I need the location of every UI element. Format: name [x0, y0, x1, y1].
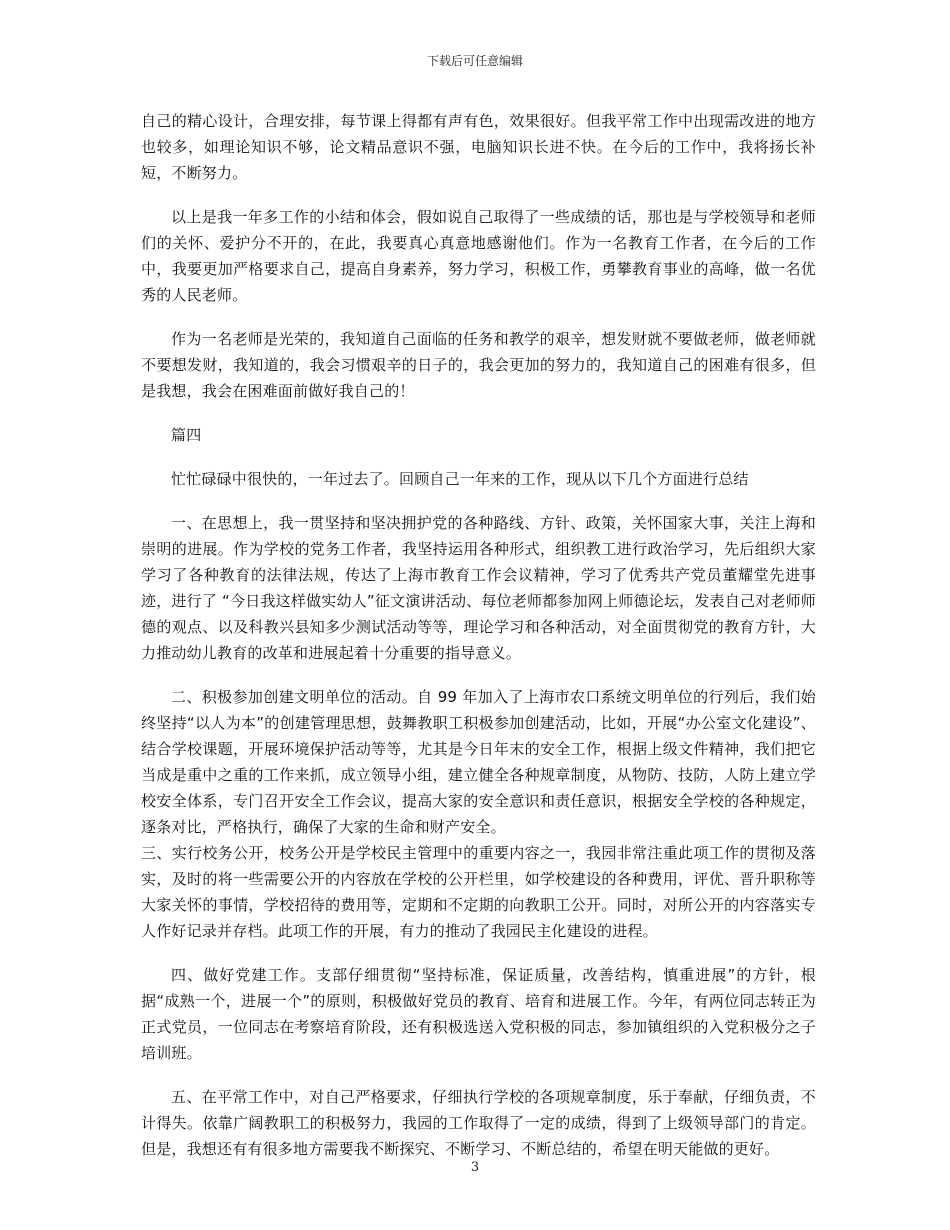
paragraph-summary: 以上是我一年多工作的小结和体会，假如说自己取得了一些成绩的话，那也是与学校领导和老师们的关怀、爱护分不开的，在此，我要真心真意地感谢他们。作为一名教育工作者，在今后的工作中，我要更加严格要求自己，提高自身素养，努力学习，积极工作，勇攀教育事业的高峰，做一名优秀的人民老师。 [141, 208, 816, 304]
paragraph-point-five: 五、在平常工作中，对自己严格要求，仔细执行学校的各项规章制度，乐于奉献，仔细负责，不计得失。依靠广阔教职工的积极努力，我园的工作取得了一定的成绩，得到了上级领导部门的肯定。但是，我想还有有很多地方需要我不断探究、不断学习、不断总结的，希望在明天能做的更好。 [141, 1088, 816, 1158]
page-header: 下载后可任意编辑 [426, 54, 523, 68]
paragraph-point-one: 一、在思想上，我一贯坚持和坚决拥护党的各种路线、方针、政策，关怀国家大事，关注上海和崇明的进展。作为学校的党务工作者，我坚持运用各种形式，组织教工进行政治学习，先后组织大家学习了各种教育的法律法规，传达了上海市教育工作会议精神，学习了优秀共产党员董耀堂先进事迹，进行了 “今日我这样做实幼人”征文演讲活动、每位老师都参加网上师德论坛，发表自己对老师师德的观点、以及科教兴县知多少测试活动等等，理论学习和各种活动，对全面贯彻党的教育方针，大力推动幼儿教育的改革和进展起着十分重要的指导意义。 [141, 514, 816, 662]
section-heading: 篇四 [171, 426, 202, 444]
paragraph-intro: 忙忙碌碌中很快的，一年过去了。回顾自己一年来的工作，现从以下几个方面进行总结 [171, 470, 749, 488]
document-body [141, 108, 816, 1162]
paragraph-point-two: 二、积极参加创建文明单位的活动。自 99 年加入了上海市农口系统文明单位的行列后，我们始终坚持“以人为本”的创建管理思想，鼓舞教职工积极参加创建活动，比如，开展“办公室文化建设”、结合学校课题，开展环境保护活动等等，尤其是今日年末的安全工作，根据上级文件精神，我们把它当成是重中之重的工作来抓，成立领导小组，建立健全各种规章制度，从物防、技防，人防上建立学校安全体系，专门召开安全工作会议，提高大家的安全意识和责任意识，根据安全学校的各种规定，逐条对比，严格执行，确保了大家的生命和财产安全。 [141, 688, 816, 836]
paragraph-teacher-pride: 作为一名老师是光荣的，我知道自己面临的任务和教学的艰辛，想发财就不要做老师，做老师就不要想发财，我知道的，我会习惯艰辛的日子的，我会更加的努力的，我知道自己的困难有很多，但是我想，我会在困难面前做好我自己的！ [141, 330, 816, 400]
paragraph-continuation: 自己的精心设计，合理安排，每节课上得都有声有色，效果很好。但我平常工作中出现需改进的地方也较多，如理论知识不够，论文精品意识不强，电脑知识长进不快。在今后的工作中，我将扬长补短，不断努力。 [141, 112, 816, 182]
paragraph-point-four: 四、做好党建工作。支部仔细贯彻“坚持标准，保证质量，改善结构，慎重进展”的方针，根据“成熟一个，进展一个”的原则，积极做好党员的教育、培育和进展工作。今年，有两位同志转正为正式党员，一位同志在考察培育阶段，还有积极选送入党积极的同志，参加镇组织的入党积极分之子培训班。 [141, 966, 816, 1062]
paragraph-point-three: 三、实行校务公开，校务公开是学校民主管理中的重要内容之一，我园非常注重此项工作的贯彻及落实，及时的将一些需要公开的内容放在学校的公开栏里，如学校建设的各种费用，评优、晋升职称等大家关怀的事情，学校招待的费用等，定期和不定期的向教职工公开。同时，对所公开的内容落实专人作好记录并存档。此项工作的开展，有力的推动了我园民主化建设的进程。 [141, 844, 816, 940]
page-number: 3 [470, 1160, 480, 1175]
